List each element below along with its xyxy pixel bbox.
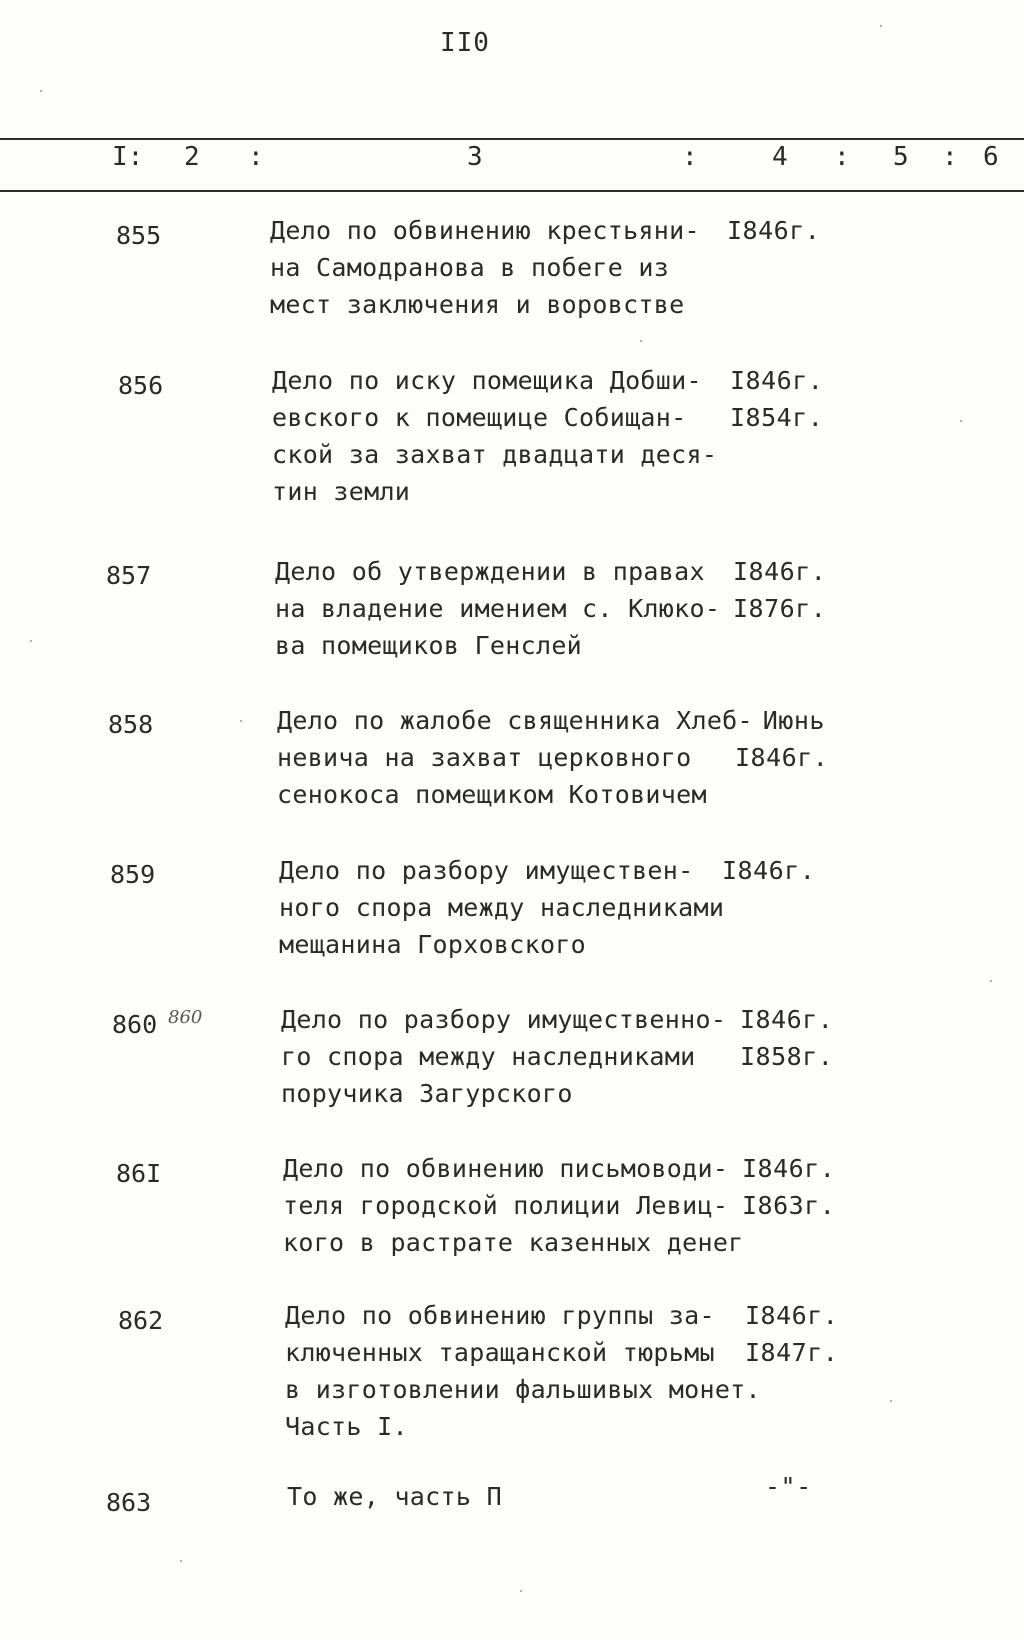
case-description: Дело по разбору имущественно- го спора между наследниками поручика Загурского <box>281 1005 727 1108</box>
handwritten-number-annotation: 860 <box>168 1007 203 1028</box>
table-header-top-rule <box>0 138 1024 140</box>
case-description: Дело по жалобе священника Хлеб- невича на захват церковного сенокоса помещиком Котовичем <box>277 706 753 809</box>
column-separator: : <box>248 142 264 172</box>
case-dates: -"- <box>765 1472 812 1501</box>
case-description: Дело об утверждении в правах на владение имением с. Клюко- ва помещиков Генслей <box>275 557 721 660</box>
column-separator: : <box>942 142 958 172</box>
case-number: 856 <box>118 371 164 400</box>
column-header-5: 5 <box>893 142 909 172</box>
case-number: 857 <box>106 561 152 590</box>
page-number: II0 <box>440 28 490 58</box>
column-header-4: 4 <box>772 142 788 172</box>
scan-speck <box>240 720 242 722</box>
case-dates: I846г. <box>727 216 821 245</box>
column-header-1: I: <box>112 142 144 172</box>
scan-speck <box>640 340 642 342</box>
table-header-bottom-rule <box>0 190 1024 192</box>
case-dates: Июнь I846г. <box>735 706 829 772</box>
scan-speck <box>990 980 992 982</box>
case-number: 858 <box>108 710 154 739</box>
column-separator: : <box>682 142 698 172</box>
scan-speck <box>890 1400 892 1402</box>
column-header-6: 6 <box>983 142 999 172</box>
case-number: 855 <box>116 221 162 250</box>
case-description: Дело по обвинению крестьяни- на Самодранова в побеге из мест заключения и воровстве <box>270 216 700 319</box>
case-number: 862 <box>118 1306 164 1335</box>
scan-speck <box>180 1560 182 1562</box>
case-dates: I846г. I847г. <box>745 1301 839 1367</box>
case-number: 860 <box>112 1010 158 1039</box>
column-header-3: 3 <box>467 142 483 172</box>
case-number: 863 <box>106 1488 152 1517</box>
case-number: 859 <box>110 860 156 889</box>
case-dates: I846г. I876г. <box>733 557 827 623</box>
case-description: Дело по обвинению письмоводи- теля городской полиции Левиц- кого в растрате казенных денег <box>283 1154 744 1257</box>
case-number: 86I <box>116 1159 162 1188</box>
case-description: Дело по обвинению группы за- ключенных таращанской тюрьмы в изготовлении фальшивых монет. Часть I. <box>285 1301 761 1441</box>
scan-speck <box>880 25 882 27</box>
case-description: Дело по иску помещика Добши- евского к помещице Собищан- ской за захват двадцати деся- тин земли <box>272 366 718 506</box>
column-header-2: 2 <box>184 142 200 172</box>
case-dates: I846г. I863г. <box>742 1154 836 1220</box>
case-dates: I846г. I858г. <box>740 1005 834 1071</box>
scan-speck <box>30 640 32 642</box>
column-separator: : <box>834 142 850 172</box>
case-dates: I846г. <box>722 856 816 885</box>
case-dates: I846г. I854г. <box>730 366 824 432</box>
scan-speck <box>40 90 42 92</box>
scan-speck <box>520 1590 522 1592</box>
scan-speck <box>960 420 962 422</box>
case-description: Дело по разбору имуществен- ного спора между наследниками мещанина Горховского <box>279 856 725 959</box>
case-description: То же, часть П <box>287 1482 502 1511</box>
